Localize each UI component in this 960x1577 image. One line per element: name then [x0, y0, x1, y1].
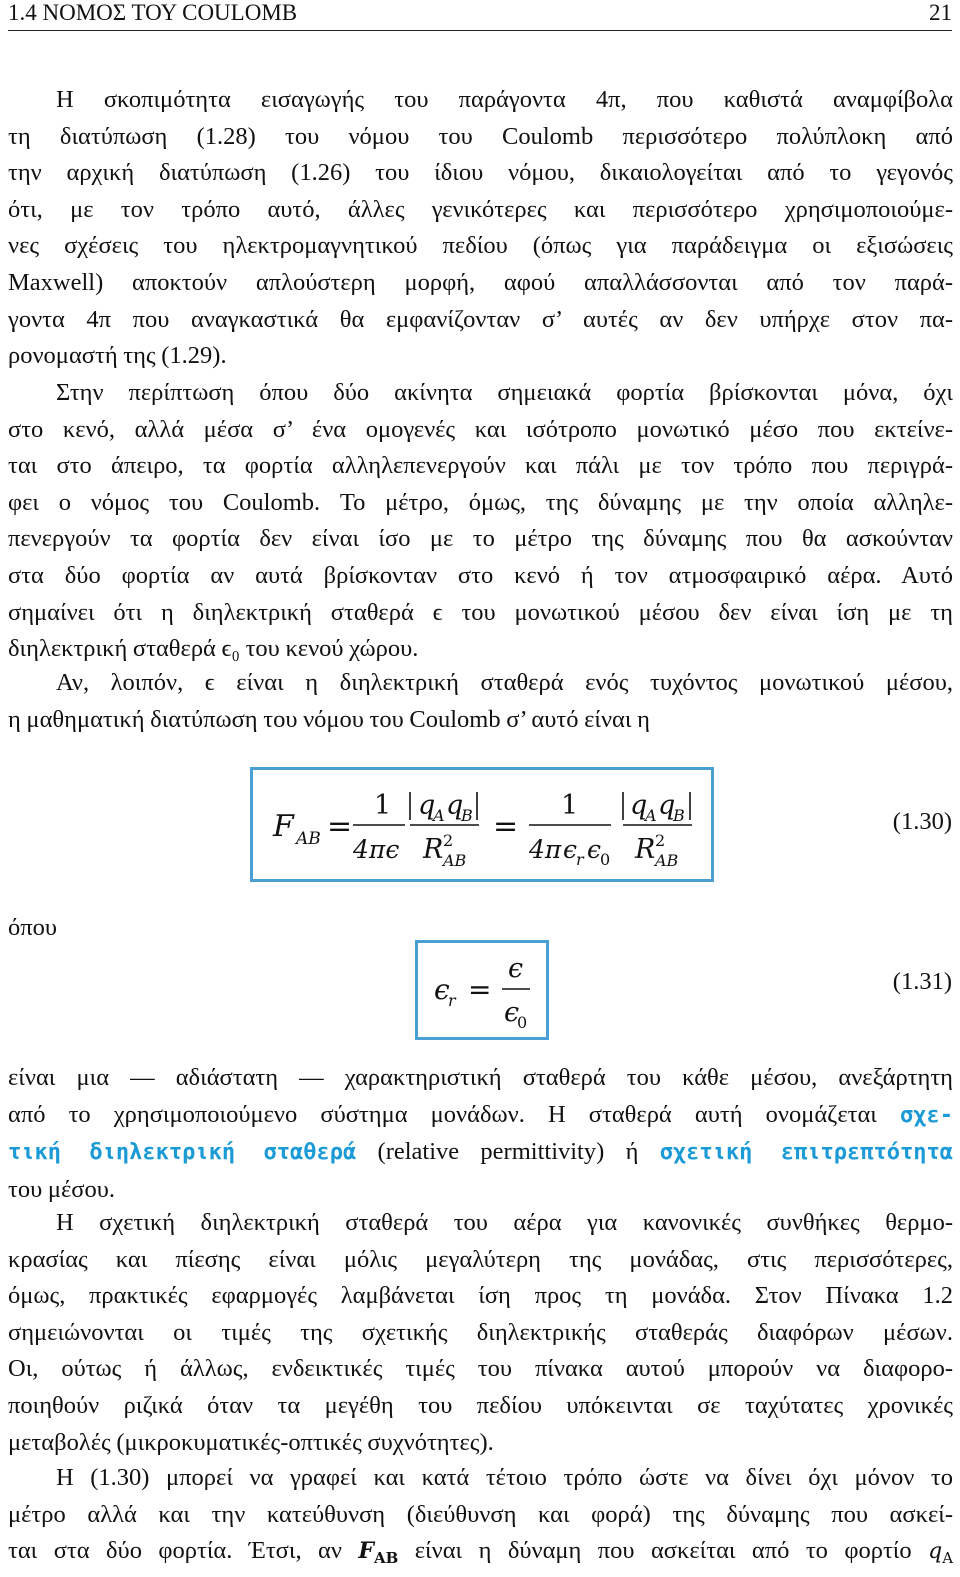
eq-eps-r: ϵ: [563, 835, 578, 864]
text-line: σημειώνονται οι τιμές της σχετικής διηλεκτρικής σταθεράς διαφόρων μέσων.: [8, 1318, 953, 1346]
eq-equals-2: =: [493, 809, 519, 844]
text-line: [8, 1097, 953, 1135]
paragraph-5: [8, 1205, 953, 1461]
eq-num: ϵ: [508, 953, 524, 984]
eq-4pi: 4π: [529, 835, 562, 864]
eq-R-2: R: [635, 834, 656, 865]
eq-one-2: 1: [561, 790, 579, 821]
text-line: κρασίας και πίεσης είναι μόλις μεγαλύτερη της μονάδας, στις περισσότερες,: [8, 1245, 953, 1273]
eq-4pi-eps: 4πϵ: [353, 835, 400, 864]
text-span: είναι η δύναμη που ασκείται από το φορτίο: [414, 1537, 912, 1565]
equation-1-31: [418, 943, 546, 1037]
text-line: Η σχετική διηλεκτρική σταθερά του αέρα για κανονικές συνθήκες θερμο-: [56, 1209, 953, 1236]
eq-qA-2: q: [630, 790, 648, 821]
text-line: Maxwell) αποκτούν απλούστερη μορφή, αφού απαλλάσσονται από τον παρά-: [8, 268, 953, 296]
section-title: 1.4 ΝΟΜΟΣ ΤΟΥ COULOMB: [8, 0, 298, 25]
charge-sub: A: [942, 1549, 954, 1568]
running-header: [8, 0, 952, 31]
text-line: [8, 1533, 953, 1577]
text-line: σημαίνει ότι η διηλεκτρική σταθερά ϵ του μονωτικού μέσου δεν είναι ίση με τη: [8, 598, 953, 626]
paragraph-4: [8, 1060, 953, 1208]
term-relative-permittivity-alt: σχετική επιτρεπτότητα: [659, 1140, 954, 1166]
eq-F-sub: AB: [296, 829, 321, 849]
text-line: ται στο άπειρο, τα φορτία αλληλεπενεργούν και πάλι με τον τρόπο που περιγρά-: [8, 452, 953, 480]
text-line: είναι μια — αδιάστατη — χαρακτηριστική σταθερά του κάθε μέσου, ανεξάρτητη: [8, 1064, 953, 1091]
paragraph-1: [8, 82, 953, 375]
eq-eps0: ϵ: [587, 835, 602, 864]
charge-symbol: [928, 1539, 954, 1568]
force-F: F: [358, 1538, 374, 1565]
eq-R: R: [423, 834, 444, 865]
eq-qB: q: [446, 790, 464, 821]
eq-eps: ϵ: [434, 973, 450, 1006]
text-line: ποιηθούν ριζικά όταν τα μεγέθη του πεδίου υπόκεινται σε ταχύτατες χρονικές: [8, 1391, 953, 1419]
force-sub: AB: [374, 1549, 399, 1568]
text-line: τη διατύπωση (1.28) του νόμου του Coulomb περισσότερο πολύπλοκη από: [8, 122, 953, 150]
where-word: όπου: [8, 914, 57, 941]
eq-R-sub-2: AB: [655, 851, 679, 870]
text-line: Η (1.30) μπορεί να γραφεί και κατά τέτοιο τρόπο ώστε να δίνει όχι μόνον το: [56, 1464, 953, 1491]
eq-R-sq: 2: [443, 831, 454, 850]
eq-den: ϵ: [504, 997, 520, 1028]
text-line: του μέσου.: [8, 1175, 115, 1203]
eq-den-sub: 0: [517, 1013, 528, 1032]
text-line: νες σχέσεις του ηλεκτρομαγνητικού πεδίου (όπως για παράδειγμα οι εξισώσεις: [8, 232, 953, 260]
text-span: (relative permittivity) ή: [377, 1138, 639, 1166]
eq-qA-sub: A: [433, 806, 445, 825]
force-symbol: [358, 1538, 399, 1568]
text-line: [8, 1134, 953, 1172]
eq-F: F: [273, 809, 294, 844]
eq-eps-sub: r: [448, 991, 456, 1010]
eq-R-sq-2: 2: [655, 831, 666, 850]
text-line: Οι, ούτως ή άλλως, ενδεικτικές τιμές του πίνακα αυτού μπορούν να διαφορο-: [8, 1355, 953, 1383]
text-line: την αρχική διατύπωση (1.26) του ίδιου νόμου, δικαιολογείται από το γεγονός: [8, 159, 953, 187]
text-line: στα δύο φορτία αν αυτά βρίσκονταν στο κενό ή τον ατμοσφαιρικό αέρα. Αυτό: [8, 561, 953, 589]
equation-number-1-30: (1.30): [892, 808, 952, 835]
text-line: Η σκοπιμότητα εισαγωγής του παράγοντα 4π, που καθιστά αναμφίβολα: [56, 86, 953, 113]
equation-1-30: [253, 770, 711, 879]
text-line: στο κενό, αλλά μέσα σ’ ένα ομογενές και ισότροπο μονωτικό μέσο που εκτείνε-: [8, 415, 953, 443]
term-relative-permittivity-part1: σχε-: [900, 1102, 953, 1128]
eq-eps0-sub: 0: [600, 850, 611, 869]
text-line: ότι, με τον τρόπο αυτό, άλλες γενικότερες και περισσότερο χρησιμοποιούμε-: [8, 195, 953, 223]
eq-eps-r-sub: r: [576, 850, 584, 869]
eq-equals-3: =: [468, 973, 492, 1006]
eq-R-sub: AB: [443, 851, 467, 870]
eq-equals: =: [327, 809, 353, 844]
text-line: μεταβολές (μικροκυματικές-οπτικές συχνότητες).: [8, 1428, 494, 1456]
text-line: Στην περίπτωση όπου δύο ακίνητα σημειακά φορτία βρίσκονται μόνα, όχι: [56, 379, 953, 406]
text-line: μέτρο αλλά και την κατεύθυνση (διεύθυνση και φορά) της δύναμης που ασκεί-: [8, 1500, 953, 1528]
text-line: γοντα 4π που αναγκαστικά θα εμφανίζονταν σ’ αυτές αν δεν υπήρχε στον πα-: [8, 305, 953, 333]
eq-qB-sub: B: [461, 806, 473, 825]
text-line: Αν, λοιπόν, ϵ είναι η διηλεκτρική σταθερά ενός τυχόντος μονωτικού μέσου,: [56, 669, 953, 696]
paragraph-6: [8, 1460, 953, 1577]
eq-qA-sub-2: A: [645, 806, 657, 825]
text-line: ρονομαστή της (1.29).: [8, 342, 227, 370]
text-span: από το χρησιμοποιούμενο σύστημα μονάδων. Η σταθερά αυτή ονομάζεται: [8, 1100, 877, 1128]
charge-q: q: [928, 1539, 943, 1565]
text-line: η μαθηματική διατύπωση του νόμου του Coulomb σ’ αυτό είναι η: [8, 705, 650, 733]
text-line: πενεργούν τα φορτία δεν είναι ίσο με το μέτρο της δύναμης που θα ασκούνταν: [8, 525, 953, 553]
eq-qB-2: q: [658, 790, 676, 821]
equation-number-1-31: (1.31): [892, 968, 952, 995]
text-span: ται στα δύο φορτία. Έτσι, αν: [8, 1537, 342, 1565]
term-relative-permittivity-part2: τική διηλεκτρική σταθερά: [8, 1140, 357, 1166]
eq-one: 1: [374, 790, 392, 821]
paragraph-3: [8, 665, 953, 738]
text-line: όμως, πρακτικές εφαρμογές λαμβάνεται ίση προς τη μονάδα. Στον Πίνακα 1.2: [8, 1282, 953, 1310]
text-line: φει ο νόμος του Coulomb. Το μέτρο, όμως, της δύναμης με την οποία αλληλε-: [8, 488, 953, 516]
equation-1-31-box: [415, 940, 549, 1040]
eq-qA: q: [418, 790, 436, 821]
text-line: διηλεκτρική σταθερά ϵ₀ του κενού χώρου.: [8, 635, 419, 663]
equation-1-30-box: [250, 767, 714, 882]
page-number: 21: [929, 0, 952, 25]
eq-qB-sub-2: B: [673, 806, 685, 825]
paragraph-2: [8, 375, 953, 668]
